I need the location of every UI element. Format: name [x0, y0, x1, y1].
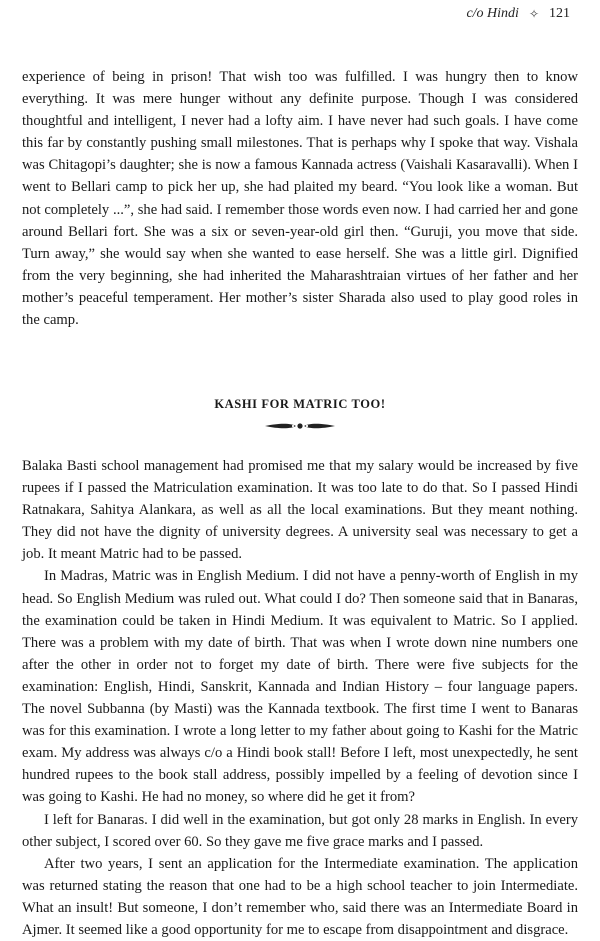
running-head [466, 6, 570, 22]
paragraph: In Madras, Matric was in English Medium. I did not have a penny-worth of English in my head. So English Medium was ruled out. What could I do? Then someone said that in Banaras, the examination could be taken in Hindi Medium. It was equivalent to Matric. So I applied. There was a problem with my date of birth. That was when I wrote down nine numbers one after the other in order not to forget my date of birth. There were five subjects for the examination: English, Hindi, Sanskrit, Kannada and Indian History – four language papers. The novel Subbanna (by Masti) was the Kannada textbook. The first time I went to Banaras was for this examination. I wrote a long letter to my father about going to Kashi for the Matric exam. My address was always c/o a Hindi book stall! Before I left, most unexpectedly, he sent hundred rupees to the book stall address, possibly impelled by a feeling of devotion since I was going to Kashi. He had no money, so where did he get it from? [22, 568, 578, 806]
body-text-continued [22, 66, 578, 331]
ornament-icon: ✧ [528, 6, 539, 21]
paragraph: Balaka Basti school management had promised me that my salary would be increased by five rupees if I passed the Matriculation examination. It was too late to do that. So I passed Hindi Ratnakara, Sahitya Alankara, as well as all the local examinations. But they meant nothing. They did not have the dignity of university degrees. A university seal was necessary to get a job. It meant Matric had to be passed. [22, 458, 578, 563]
section-body [22, 455, 578, 941]
paragraph: After two years, I sent an application for the Intermediate examination. The application was returned stating the reason that one had to be a high school teacher to join Intermediate. What an insult! But someone, I don’t remember who, said there was an Intermediate Board in Ajmer. It seemed like a good opportunity for me to escape from disappointment and disgrace. [22, 855, 578, 938]
paragraph: I left for Banaras. I did well in the examination, but got only 28 marks in English. In every other subject, I scored over 60. So they gave me five grace marks and I passed. [22, 811, 578, 850]
divider-ornament-icon [263, 420, 337, 432]
section-heading: KASHI FOR MATRIC TOO! [214, 397, 386, 411]
paragraph: experience of being in prison! That wish too was fulfilled. I was hungry then to know everything. It was mere hunger without any definite purpose. Though I was considered thoughtful and intelligent, I never had a lofty aim. I have never had such goals. I have come this far by constantly pushing small milestones. That is perhaps why I spoke that way. Vishala was Chitagopi’s daughter; she is now a famous Kannada actress (Vaishali Kasaravalli). When I went to Bellari camp to pick her up, she had plaited my beard. “You look like a woman. But not completely ...”, she had said. I remember those words even now. I had carried her and gone around Bellari fort. She was a six or seven-year-old girl then. “Guruji, you move that side. Turn away,” she would say when she wanted to ease herself. She was a little girl. Dignified from the very beginning, she had inherited the Maharashtraian virtues of her father and her mother’s peaceful temperament. Her mother’s sister Sharada also used to play good roles in the camp. [22, 69, 578, 329]
page-number: 121 [549, 6, 570, 21]
running-title: c/o Hindi [466, 6, 519, 21]
